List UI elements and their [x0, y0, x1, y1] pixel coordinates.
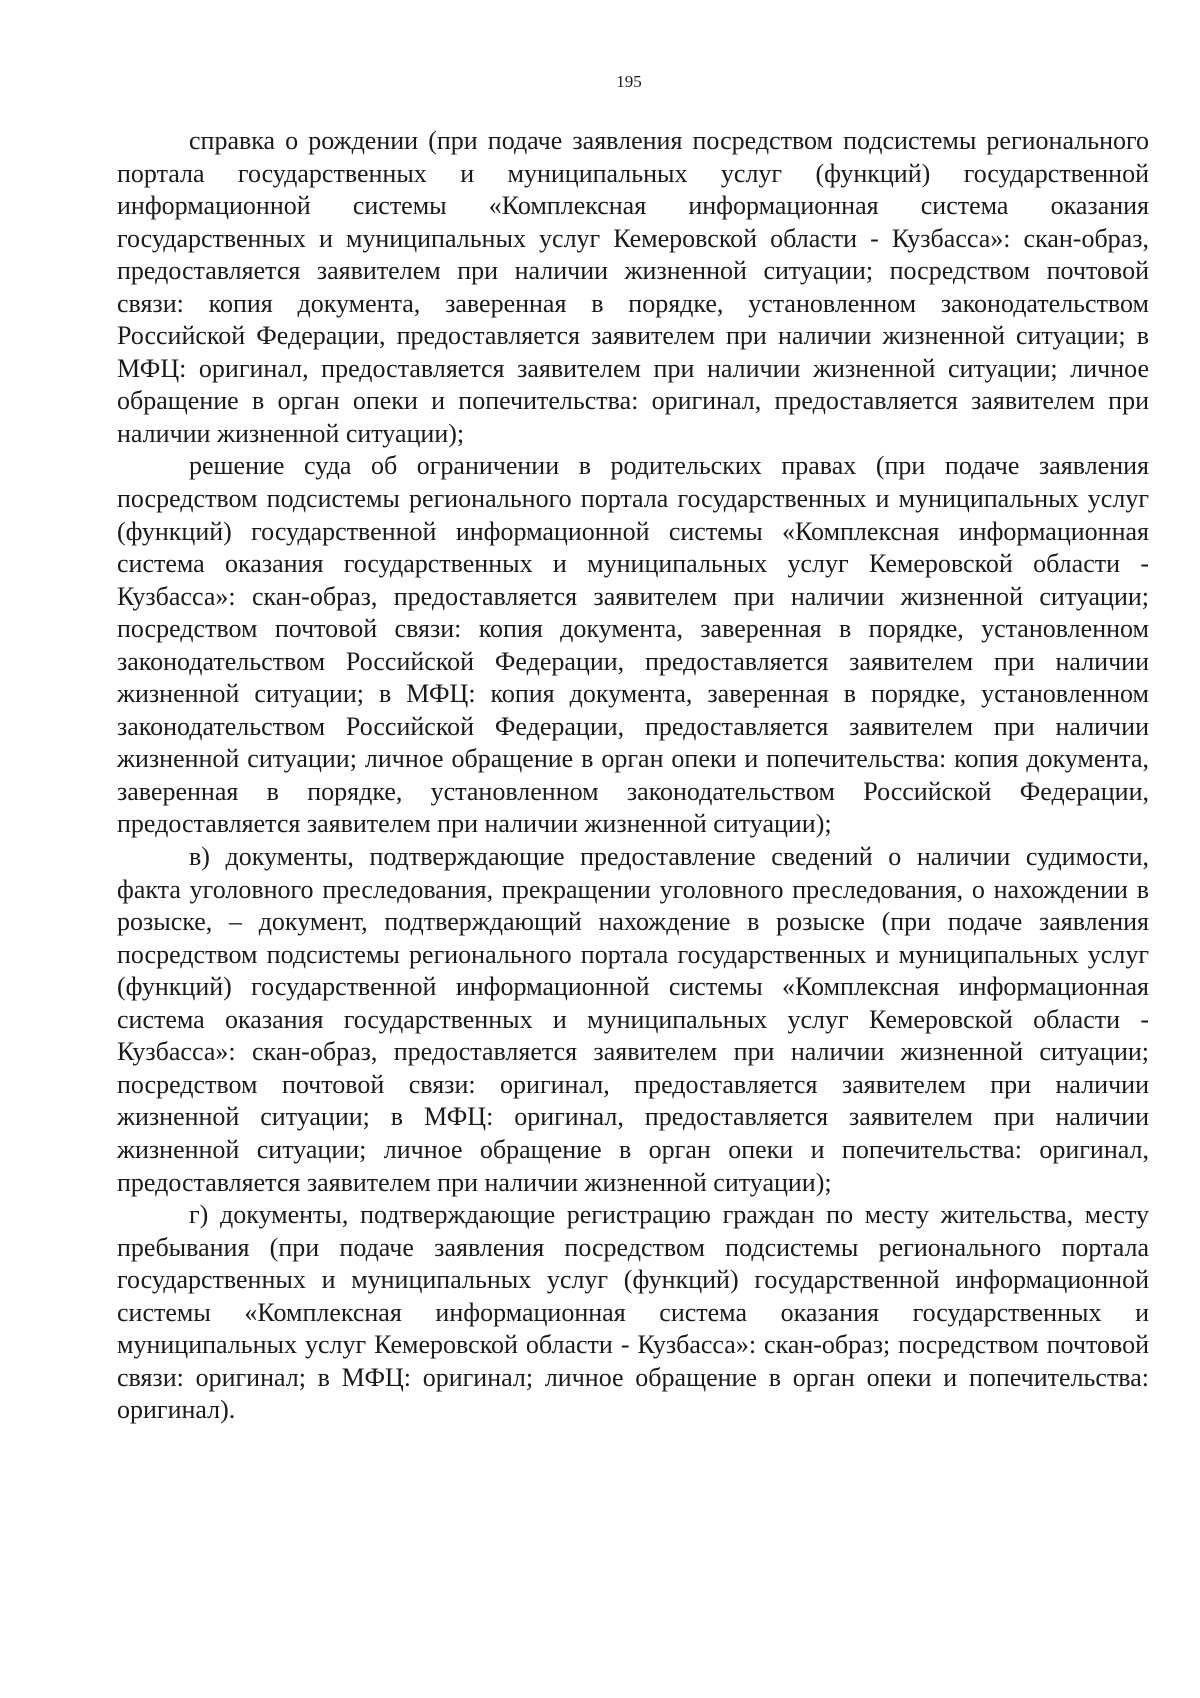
paragraph-registration-documents: г) документы, подтверждающие регистрацию граждан по месту жительства, месту пребывания (при подаче заявления посредством подсистемы регионального портала государственных и муниципальных услуг (функций) государственной информационной системы «Комплексная информационная система оказания государственных и муниципальных услуг Кемеровской области - Кузбасса»: скан-образ; посредством почтовой связи: оригинал; в МФЦ: оригинал; личное обращение в орган опеки и попечительства: оригинал). — [117, 1200, 1149, 1425]
paragraph-court-decision: решение суда об ограничении в родительских правах (при подаче заявления посредством подсистемы регионального портала государственных и муниципальных услуг (функций) государственной информационной системы «Комплексная информационная система оказания государственных и муниципальных услуг Кемеровской области - Кузбасса»: скан-образ, предоставляется заявителем при наличии жизненной ситуации; посредством почтовой связи: копия документа, заверенная в порядке, установленном законодательством Российской Федерации, предоставляется заявителем при наличии жизненной ситуации; в МФЦ: копия документа, заверенная в порядке, установленном законодательством Российской Федерации, предоставляется заявителем при наличии жизненной ситуации; личное обращение в орган опеки и попечительства: копия документа, заверенная в порядке, установленном законодательством Российской Федерации, предоставляется заявителем при наличии жизненной ситуации); — [117, 451, 1149, 839]
page-number: 195 — [616, 72, 642, 91]
paragraph-birth-certificate: справка о рождении (при подаче заявления посредством подсистемы регионального портала государственных и муниципальных услуг (функций) государственной информационной системы «Комплексная информационная система оказания государственных и муниципальных услуг Кемеровской области - Кузбасса»: скан-образ, предоставляется заявителем при наличии жизненной ситуации; посредством почтовой связи: копия документа, заверенная в порядке, установленном законодательством Российской Федерации, предоставляется заявителем при наличии жизненной ситуации; в МФЦ: оригинал, предоставляется заявителем при наличии жизненной ситуации; личное обращение в орган опеки и попечительства: оригинал, предоставляется заявителем при наличии жизненной ситуации); — [117, 126, 1149, 448]
paragraph-criminal-record-documents: в) документы, подтверждающие предоставление сведений о наличии судимости, факта уголовного преследования, прекращении уголовного преследования, о нахождении в розыске, – документ, подтверждающий нахождение в розыске (при подаче заявления посредством подсистемы регионального портала государственных и муниципальных услуг (функций) государственной информационной системы «Комплексная информационная система оказания государственных и муниципальных услуг Кемеровской области - Кузбасса»: скан-образ, предоставляется заявителем при наличии жизненной ситуации; посредством почтовой связи: оригинал, предоставляется заявителем при наличии жизненной ситуации; в МФЦ: оригинал, предоставляется заявителем при наличии жизненной ситуации; личное обращение в орган опеки и попечительства: оригинал, предоставляется заявителем при наличии жизненной ситуации); — [117, 842, 1149, 1197]
document-body — [117, 125, 1149, 1427]
